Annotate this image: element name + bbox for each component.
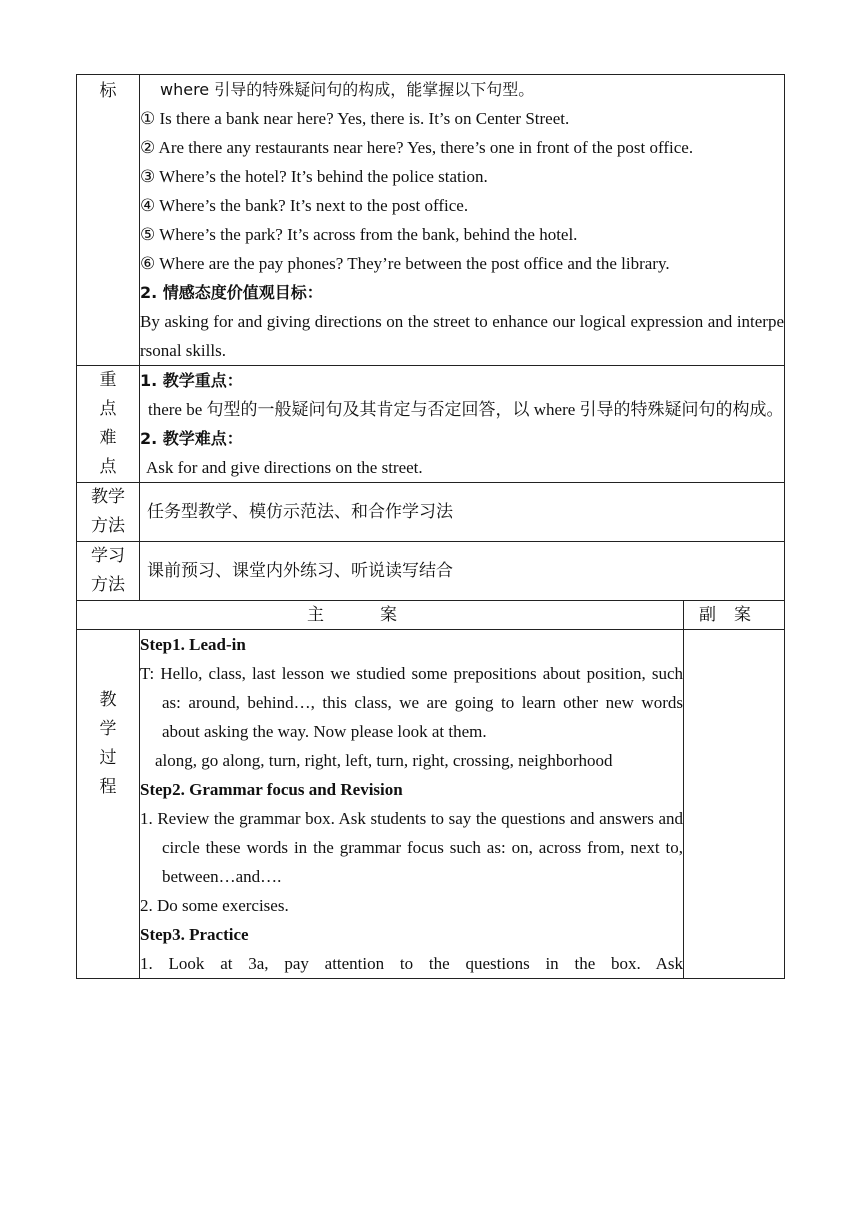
learning-method-content (140, 542, 785, 601)
learning-method-label-line: 方法 (91, 575, 125, 595)
sentence-pattern-3: ③ Where’s the hotel? It’s behind the police station. (140, 167, 488, 186)
plan-header-row (77, 601, 785, 630)
process-main-content (140, 630, 684, 979)
step3-item-1: 1. Look at 3a, pay attention to the questions in the box. Ask (140, 954, 683, 973)
keypoints-content (140, 366, 785, 483)
objectives-line-1: where 引导的特殊疑问句的构成，能掌握以下句型。 (160, 80, 535, 99)
teaching-method-text: 任务型教学、模仿示范法、和合作学习法 (147, 502, 453, 522)
sentence-pattern-5: ⑤ Where’s the park? It’s across from the bank, behind the hotel. (140, 225, 578, 244)
sentence-pattern-6: ⑥ Where are the pay phones? They’re between the post office and the library. (140, 254, 670, 273)
main-plan-header-text: 主案 (307, 605, 453, 625)
teaching-method-row (77, 483, 785, 542)
main-plan-header (77, 601, 684, 630)
objectives-label (77, 75, 140, 366)
keypoints-row (77, 366, 785, 483)
objectives-row (77, 75, 785, 366)
process-label-char: 学 (99, 719, 117, 739)
step2-heading: Step2. Grammar focus and Revision (140, 780, 403, 799)
keypoints-label-char: 重 (99, 370, 117, 390)
learning-method-label-line: 学习 (91, 546, 125, 566)
emotion-objective-heading: 2. 情感态度价值观目标： (140, 283, 323, 302)
teaching-method-label-line: 教学 (91, 487, 125, 507)
step1-text: T: Hello, class, last lesson we studied some prepositions about position, such as: around, behind…, this class, we are going to learn other new words about asking the way. Now please look at them. (140, 664, 683, 741)
sentence-pattern-2: ② Are there any restaurants near here? Yes, there’s one in front of the post office. (140, 138, 694, 157)
step2-item-1: 1. Review the grammar box. Ask students to say the questions and answers and circle these words in the grammar focus such as: on, across from, next to, between…and…. (140, 809, 683, 886)
process-label (77, 630, 140, 979)
process-row (77, 630, 785, 979)
process-label-char: 过 (99, 748, 117, 768)
side-plan-header-text: 副案 (699, 605, 769, 625)
sentence-pattern-4: ④ Where’s the bank? It’s next to the post office. (140, 196, 469, 215)
process-label-char: 教 (99, 690, 117, 710)
process-label-char: 程 (99, 777, 117, 797)
objectives-content (140, 75, 785, 366)
step1-heading: Step1. Lead-in (140, 635, 246, 654)
teaching-method-label (77, 483, 140, 542)
sentence-pattern-1: ① Is there a bank near here? Yes, there is. It’s on Center Street. (140, 109, 570, 128)
step2-item-2: 2. Do some exercises. (140, 896, 289, 915)
keypoints-label-char: 点 (99, 457, 117, 477)
learning-method-label (77, 542, 140, 601)
emotion-objective-text: By asking for and giving directions on the street to enhance our logical expression and interpersonal skills. (140, 312, 785, 360)
learning-method-row (77, 542, 785, 601)
objectives-label-text: 标 (99, 81, 117, 101)
process-side-content (684, 630, 785, 979)
side-plan-header (684, 601, 785, 630)
learning-method-text: 课前预习、课堂内外练习、听说读写结合 (147, 561, 453, 581)
teaching-difficulty-heading: 2. 教学难点： (140, 429, 243, 448)
keypoints-label-char: 点 (99, 399, 117, 419)
teaching-method-content (140, 483, 785, 542)
teaching-focus-text: there be 句型的一般疑问句及其肯定与否定回答，以 where 引导的特殊疑问句的构成。 (148, 400, 784, 419)
lesson-plan-table (76, 74, 785, 979)
keypoints-label-char: 难 (99, 428, 117, 448)
teaching-focus-heading: 1. 教学重点： (140, 371, 243, 390)
teaching-method-label-line: 方法 (91, 516, 125, 536)
step1-words: along, go along, turn, right, left, turn, right, crossing, neighborhood (155, 751, 613, 770)
keypoints-label (77, 366, 140, 483)
teaching-difficulty-text: Ask for and give directions on the street. (146, 458, 423, 477)
step3-heading: Step3. Practice (140, 925, 249, 944)
